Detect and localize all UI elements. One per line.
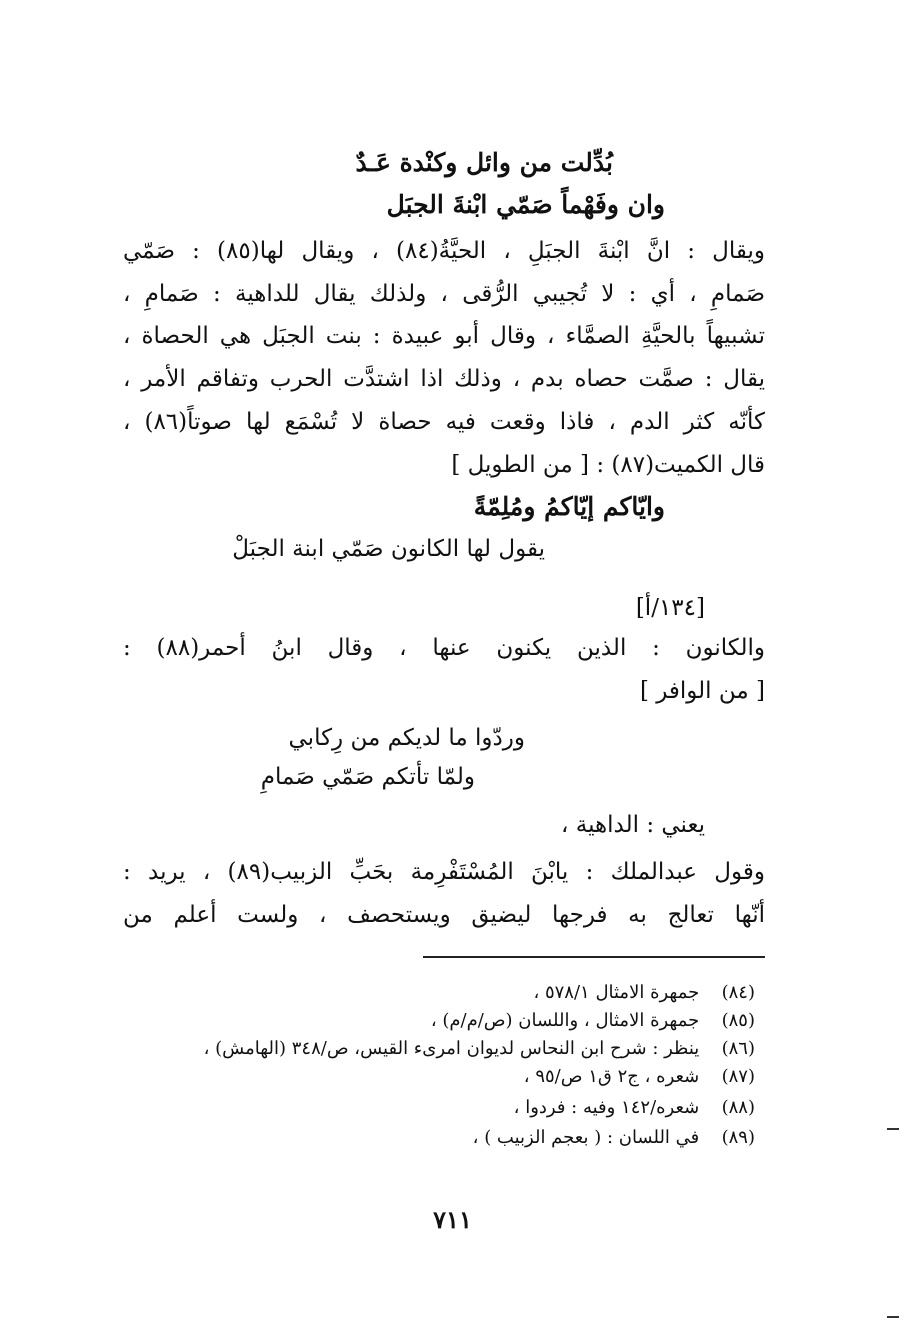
footnote-text: جمهرة الامثال ٥٧٨/١ ، xyxy=(533,982,700,1003)
footnote xyxy=(473,1125,755,1151)
footnote xyxy=(204,1036,755,1062)
footnote-text: جمهرة الامثال ، واللسان (ص/م/م) ، xyxy=(430,1010,700,1031)
paragraph-line: يقال : صمَّت حصاه بدم ، وذلك اذا اشتدَّت الحرب وتفاقم الأمر ، xyxy=(123,366,765,392)
footnote-number: (٨٤) xyxy=(721,982,755,1003)
footnote-text: شعره/١٤٢ وفيه : فردوا ، xyxy=(513,1097,700,1118)
footnote xyxy=(533,980,755,1006)
footnote-number: (٨٥) xyxy=(721,1010,755,1031)
folio-marker: [١٣٤/أ] xyxy=(635,595,705,621)
meter-label: [ من الوافر ] xyxy=(639,678,765,704)
footnote-number: (٨٩) xyxy=(721,1127,755,1148)
footnote-number: (٨٦) xyxy=(721,1038,755,1059)
paragraph-line: أنّها تعالج به فرجها ليضيق ويستحصف ، ولست أعلم من xyxy=(123,902,765,928)
paragraph-line: تشبيهاً بالحيَّةِ الصمَّاء ، وقال أبو عبيدة : بنت الجبَل هي الحصاة ، xyxy=(123,323,765,349)
footnote-number: (٨٧) xyxy=(721,1066,755,1087)
paragraph-line: والكانون : الذين يكنون عنها ، وقال ابنُ أحمر(٨٨) : xyxy=(123,635,765,661)
footnote xyxy=(431,1008,755,1034)
verse-3-line-1: وردّوا ما لديكم من رِكابي xyxy=(288,725,525,751)
footnote-divider xyxy=(423,956,765,958)
paragraph-line: وقول عبدالملك : يابْنَ المُسْتَفْرِمة بحَبِّ الزبيب(٨٩) ، يريد : xyxy=(123,859,765,885)
paragraph-line: ويقال : انَّ ابْنةَ الجبَلِ ، الحيَّةُ(٨٤) ، ويقال لها(٨٥) : صَمّي xyxy=(123,238,765,264)
footnote xyxy=(524,1064,755,1090)
footnote xyxy=(514,1095,755,1121)
paragraph-line: كأنّه كثر الدم ، فاذا وقعت فيه حصاة لا تُسْمَع لها صوتاً(٨٦) ، xyxy=(123,409,765,435)
verse-2-line-1: وايّاكم إيّاكمُ ومُلِمّةً xyxy=(473,492,665,521)
paragraph-line: صَمامِ ، أي : لا تُجيبي الرُّقى ، ولذلك يقال للداهية : صَمامِ ، xyxy=(123,281,765,307)
verse-3-line-2: ولمّا تأتكم صَمّي صَمامِ xyxy=(260,764,475,790)
paragraph-line: يعني : الداهية ، xyxy=(561,812,705,838)
scan-edge-mark xyxy=(887,1128,899,1130)
verse-1-line-1: بُدِّلت من وائل وكنْدة عَـدٌ xyxy=(355,148,613,177)
verse-1-line-2: وان وفَهْماً صَمّي ابْنةَ الجبَل xyxy=(386,190,665,219)
paragraph-line: قال الكميت(٨٧) : [ من الطويل ] xyxy=(451,452,765,478)
footnote-text: شعره ، ج٢ ق١ ص/٩٥ ، xyxy=(523,1066,700,1087)
footnote-text: ينظر : شرح ابن النحاس لديوان امرىء القيس، ص/٣٤٨ (الهامش) ، xyxy=(203,1038,700,1059)
verse-2-line-2: يقول لها الكانون صَمّي ابنة الجبَلْ xyxy=(232,536,545,562)
footnote-number: (٨٨) xyxy=(721,1097,755,1118)
footnote-text: في اللسان : ( بعجم الزبيب ) ، xyxy=(472,1127,700,1148)
page-number: ٧١١ xyxy=(433,1205,472,1234)
scan-edge-mark xyxy=(887,1316,899,1318)
